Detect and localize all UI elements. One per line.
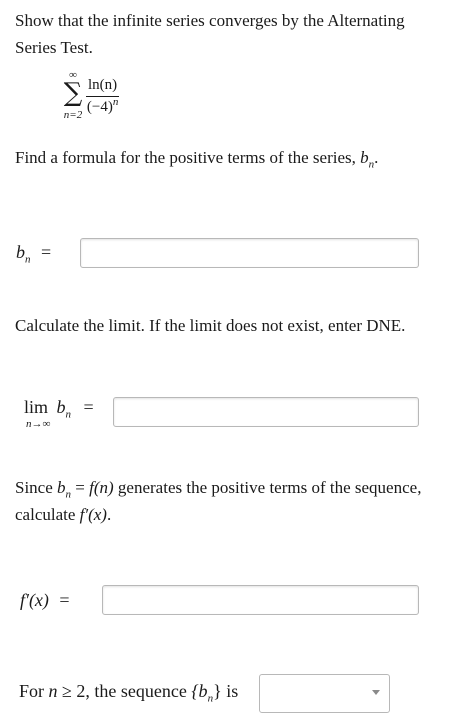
q3-since: Since: [15, 478, 53, 497]
problem-statement: [15, 7, 455, 61]
q3-sub: n: [65, 488, 72, 501]
series-term: [86, 77, 119, 116]
term-denominator: [87, 97, 118, 116]
term-numerator: ln(n): [86, 77, 119, 97]
q3-rest1: generates the positive terms of the sequence,: [117, 478, 422, 497]
q1-end: .: [374, 148, 379, 167]
q3-deriv: f′(x): [79, 505, 107, 524]
q3-label-eq: =: [59, 590, 70, 610]
q1-prompt: [15, 144, 378, 171]
summation: [58, 70, 88, 121]
sum-lower-limit: n=2: [63, 109, 83, 121]
q4-seq: {b: [191, 681, 208, 701]
denominator-base: (−4): [86, 99, 113, 115]
derivative-input[interactable]: [102, 585, 419, 615]
q1-label: [16, 242, 52, 266]
limit-input[interactable]: [113, 397, 419, 427]
q4-for: For: [19, 681, 45, 701]
q1-text: Find a formula for the positive terms of the series,: [15, 148, 356, 167]
q4-seq-end: }: [213, 681, 222, 701]
q4-n: n: [48, 681, 58, 701]
q1-var: b: [360, 148, 369, 167]
sum-upper-limit: ∞: [69, 69, 77, 81]
q3-end: .: [106, 505, 112, 524]
q2-sub: n: [65, 408, 72, 421]
q3-rest2: calculate: [15, 505, 76, 524]
q2-prompt: Calculate the limit. If the limit does not exist, enter DNE.: [15, 316, 406, 335]
q4-is: is: [226, 681, 239, 701]
q2-eq: =: [83, 397, 94, 417]
q3-var: b: [57, 478, 66, 497]
limit-expression: [24, 396, 94, 430]
q1-label-eq: =: [41, 242, 52, 262]
sigma-symbol: ∑: [63, 78, 83, 108]
intro-line-1: Show that the infinite series converges by the Alternating: [15, 11, 405, 30]
q1-label-sub: n: [25, 253, 31, 266]
q3-eq: =: [75, 478, 85, 497]
q4-seq-sub: n: [207, 692, 214, 705]
q2-var: b: [56, 397, 66, 417]
q4-ge: ≥ 2, the sequence: [62, 681, 187, 701]
q1-sub: n: [368, 158, 375, 171]
bn-formula-input[interactable]: [80, 238, 419, 268]
denominator-exponent: n: [112, 96, 119, 108]
q3-fn: f(n): [89, 478, 114, 497]
q3-label: [20, 590, 70, 611]
lim-operator: lim: [24, 397, 49, 417]
sequence-behavior-select[interactable]: [259, 674, 390, 713]
q1-label-var: b: [16, 242, 25, 262]
q4-prompt: [19, 681, 239, 705]
chevron-down-icon: [372, 690, 380, 695]
f-prime-label: f′(x): [20, 590, 49, 610]
lim-subscript: n→∞: [26, 418, 51, 430]
q3-prompt: [15, 474, 460, 528]
intro-line-2: Series Test.: [15, 38, 93, 57]
